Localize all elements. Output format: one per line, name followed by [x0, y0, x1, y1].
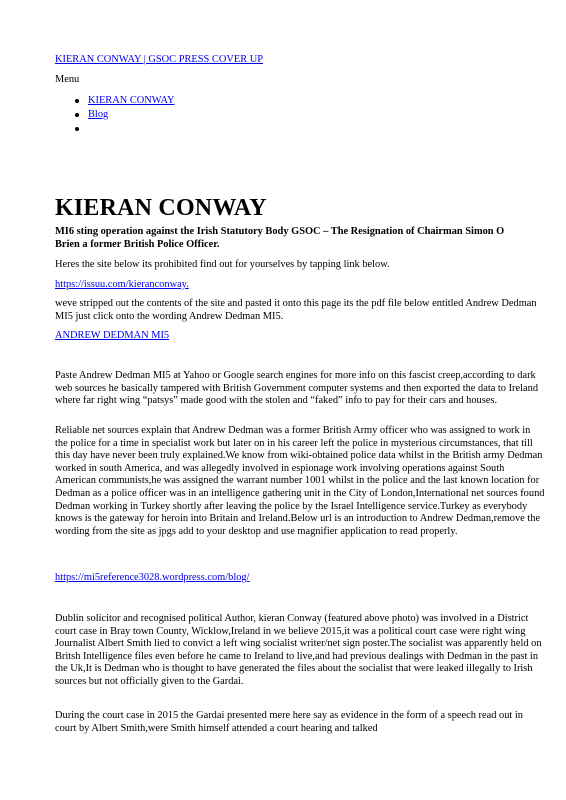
paragraph-court-evidence: During the court case in 2015 the Gardai presented mere here say as evidence in the form of a speech read out in court by Albert Smith,were Smith himself attended a court hearing and talked: [55, 710, 523, 734]
paragraph-dedman-background: Reliable net sources explain that Andrew Dedman was a former British Army officer who was assigned to work in the police for a time in specialist work but later on in his career left the police in mysterious circumstances, that till this day have never been truly explained.We know from wiki-obtained police data whilst in the British army Dedman worked in south America, and was allegedly involved in espionage work involving operations against South American communists,he was assigned the warrant number 1001 whilst in the police and the last known location for Dedman as a police officer was in an intelligence gathering unit in the City of London,International net sources found Dedman working in Turkey shortly after leaving the police by the Israel Intelligence service.Turkey as everybody knows is the gateway for heroin into Britain and Ireland.Below url is an introduction to Andrew Dedman,remove the wording from the site as jpgs add to your desktop and use magnifier application to read properly.: [55, 425, 545, 537]
paragraph-dedman-search: Paste Andrew Dedman MI5 at Yahoo or Google search engines for more info on this fascist creep,according to dark web sources he basically tampered with British Government computer systems and then exported the data to Ireland where far right wing “patsys” made good with the stolen and “faked” info to pay for their cars and houses.: [55, 370, 539, 407]
page-title: KIERAN CONWAY: [55, 195, 267, 221]
menu-link-blog[interactable]: Blog: [88, 109, 109, 120]
paragraph-intro: Heres the site below its prohibited find out for yourselves by tapping link below.: [55, 259, 390, 270]
menu-item-empty: [55, 122, 175, 136]
paragraph-pdf-note: weve stripped out the contents of the site and pasted it onto this page its the pdf file below entitled Andrew Dedman MI5 just click onto the wording Andrew Dedman MI5.: [55, 298, 537, 322]
site-title-link[interactable]: KIERAN CONWAY | GSOC PRESS COVER UP: [55, 54, 264, 65]
menu-label[interactable]: Menu: [55, 74, 80, 85]
bullet-icon: [75, 113, 79, 117]
mi5reference-link[interactable]: https://mi5reference3028.wordpress.com/blog/: [55, 572, 250, 583]
bullet-icon: [75, 127, 79, 131]
menu-link-kieran-conway[interactable]: KIERAN CONWAY: [88, 95, 175, 106]
andrew-dedman-link[interactable]: ANDREW DEDMAN MI5: [55, 330, 170, 341]
menu-item-kieran-conway: [55, 94, 175, 108]
bullet-icon: [75, 99, 79, 103]
nav-menu: [55, 94, 175, 136]
paragraph-court-case: Dublin solicitor and recognised political Author, kieran Conway (featured above photo) was involved in a District court case in Bray town County, Wicklow,Ireland in we believe 2015,it was a political court case were right wing Journalist Albert Smith lied to convict a left wing socialist writer/net sign poster.The socialist was apparently held on Britsh Intelligence files even before he came to Ireland to live,and had previous dealings with Dedman in the past in the Uk,It is Dedman who is thought to have generated the files about the socialist that were leaked illegally to Irish sources but not officially given to the Gardai.: [55, 613, 542, 687]
menu-item-blog: [55, 108, 175, 122]
issuu-link[interactable]: https://issuu.com/kieranconway.: [55, 279, 189, 290]
article-lead: MI6 sting operation against the Irish Statutory Body GSOC – The Resignation of Chairman Simon O Brien a former British Police Officer.: [55, 226, 505, 250]
